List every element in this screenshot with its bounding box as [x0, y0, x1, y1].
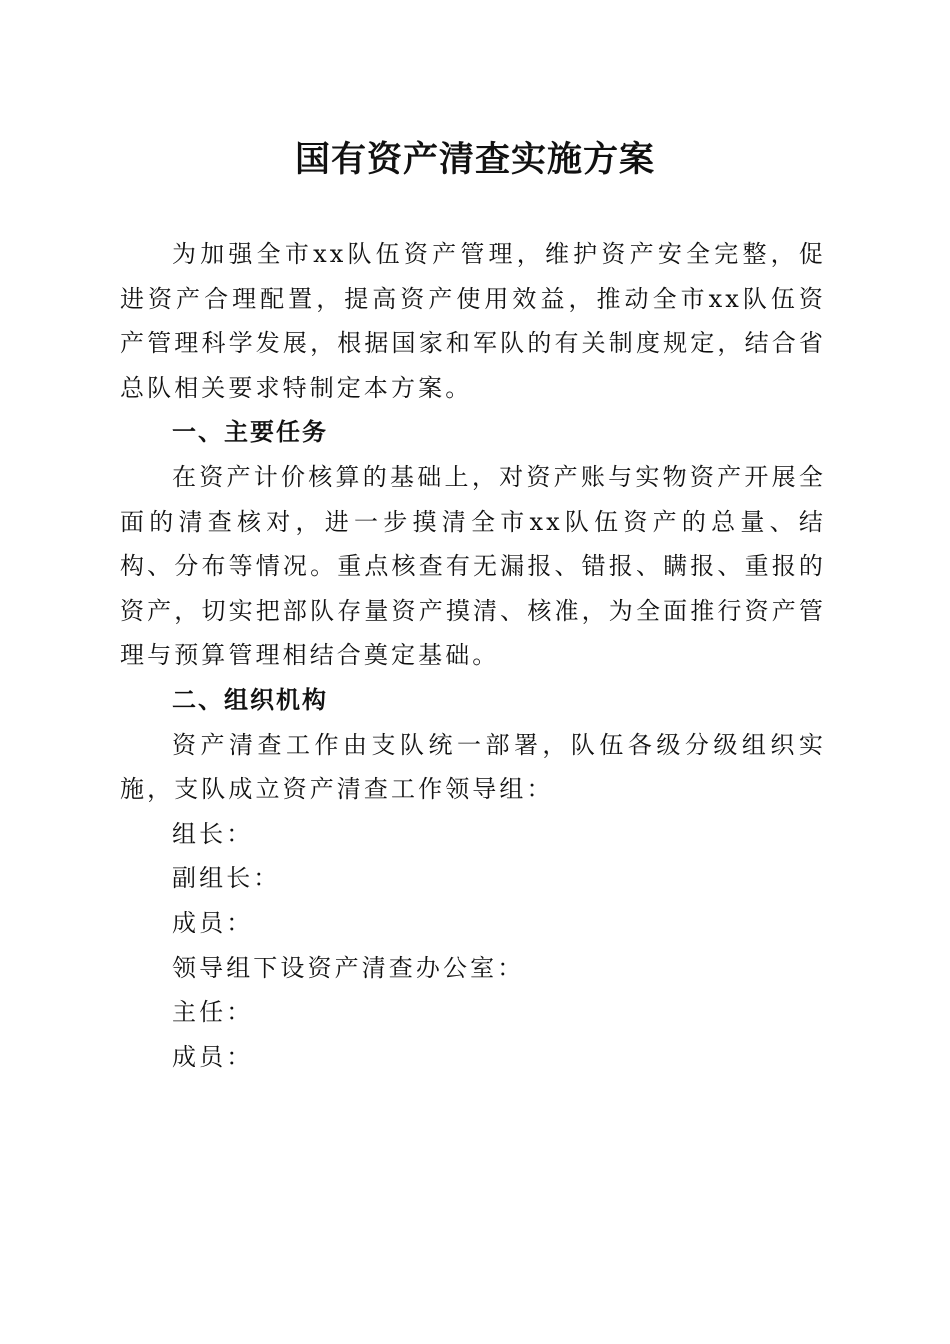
section-1-paragraph: 在资产计价核算的基础上，对资产账与实物资产开展全面的清查核对，进一步摸清全市xx队伍资产的总量、结构、分布等情况。重点核查有无漏报、错报、瞒报、重报的资产，切实把部队存量资产摸清、核准，为全面推行资产管理与预算管理相结合奠定基础。 [120, 462, 826, 670]
leader-line: 组长： [172, 819, 254, 848]
deputy-leader-line: 副组长： [172, 864, 281, 893]
members-line: 成员： [172, 908, 254, 937]
office-members-line: 成员： [172, 1042, 254, 1071]
document-body [120, 232, 826, 1079]
section-2-paragraph: 资产清查工作由支队统一部署，队伍各级分级组织实施，支队成立资产清查工作领导组： [120, 730, 826, 804]
intro-paragraph: 为加强全市xx队伍资产管理，维护资产安全完整，促进资产合理配置，提高资产使用效益，推动全市xx队伍资产管理科学发展，根据国家和军队的有关制度规定，结合省总队相关要求特制定本方案。 [120, 240, 826, 402]
office-intro-line: 领导组下设资产清查办公室： [172, 953, 525, 982]
director-line: 主任： [172, 998, 254, 1027]
section-2-heading: 二、组织机构 [172, 685, 328, 714]
document-title: 国有资产清查实施方案 [294, 139, 655, 180]
section-1-heading: 一、主要任务 [172, 418, 328, 447]
